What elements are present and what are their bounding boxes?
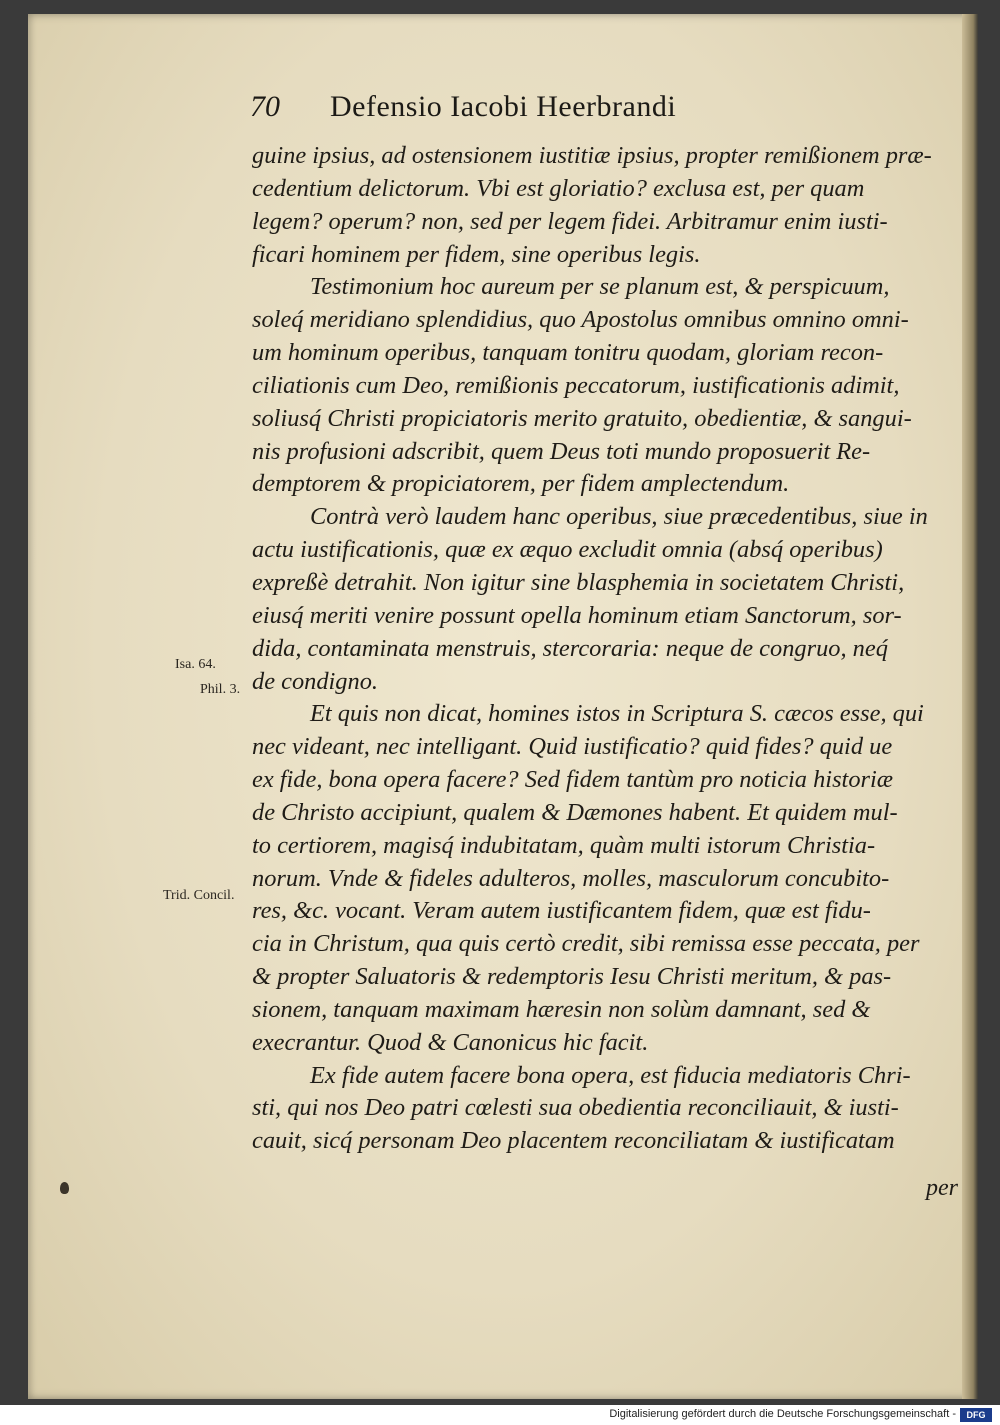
text-line: expreßè detrahit. Non igitur sine blasphemia in societatem Christi,: [252, 568, 905, 596]
dfg-logo-icon: DFG: [960, 1408, 992, 1422]
text-line: ex fide, bona opera facere? Sed fidem tantùm pro noticia historiæ: [252, 766, 894, 794]
text-line: soliusq́ Christi propiciatoris merito gratuito, obedientiæ, & sangui-: [252, 404, 912, 432]
text-line: eiusq́ meriti venire possunt opella hominum etiam Sanctorum, sor-: [252, 601, 902, 629]
text-line: res, &c. vocant. Veram autem iustificantem fidem, quæ est fidu-: [252, 897, 871, 925]
text-line: de Christo accipiunt, qualem & Dæmones habent. Et quidem mul-: [252, 798, 898, 826]
text-line: Et quis non dicat, homines istos in Scriptura S. cæcos esse, qui: [310, 700, 924, 728]
text-line: soleq́ meridiano splendidius, quo Apostolus omnibus omnino omni-: [252, 306, 909, 334]
footer-bar: [0, 1405, 1000, 1425]
text-line: cedentium delictorum. Vbi est gloriatio? exclusa est, per quam: [252, 174, 865, 202]
text-line: execrantur. Quod & Canonicus hic facit.: [252, 1028, 649, 1056]
text-line: ciliationis cum Deo, remißionis peccatorum, iustificationis adimit,: [252, 371, 900, 399]
text-line: dida, contaminata menstruis, stercoraria: neque de congruo, neq́: [252, 634, 888, 662]
text-line: demptorem & propiciatorem, per fidem amplectendum.: [252, 470, 790, 498]
text-line: Testimonium hoc aureum per se planum est, & perspicuum,: [310, 273, 890, 301]
body-text: [252, 140, 972, 1158]
text-line: nec videant, nec intelligant. Quid iustificatio? quid fides? quid ue: [252, 733, 893, 761]
text-line: legem? operum? non, sed per legem fidei. Arbitramur enim iusti-: [252, 207, 888, 235]
catchword: per: [926, 1175, 958, 1201]
text-line: sionem, tanquam maximam hæresin non solùm damnant, sed &: [252, 995, 871, 1023]
text-line: nis profusioni adscribit, quem Deus toti mundo proposuerit Re-: [252, 437, 871, 465]
text-line: ficari hominem per fidem, sine operibus legis.: [252, 240, 701, 268]
footer-credit: Digitalisierung gefördert durch die Deutsche Forschungsgemeinschaft -: [609, 1408, 956, 1420]
text-line: Contrà verò laudem hanc operibus, siue præcedentibus, siue in: [310, 503, 928, 531]
running-title: Defensio Iacobi Heerbrandi: [330, 90, 677, 123]
text-line: um hominum operibus, tanquam tonitru quodam, gloriam recon-: [252, 339, 884, 367]
text-line: norum. Vnde & fideles adulteros, molles, masculorum concubito-: [252, 864, 890, 892]
paper-speck: [60, 1182, 69, 1194]
text-line: guine ipsius, ad ostensionem iustitiæ ipsius, propter remißionem præ-: [252, 142, 932, 169]
margin-note-trident: Trid. Concil.: [163, 888, 235, 903]
text-line: cia in Christum, qua quis certò credit, sibi remissa esse peccata, per: [252, 930, 920, 958]
page-header: [250, 86, 810, 136]
text-line: de condigno.: [252, 667, 378, 695]
text-line: to certiorem, magisq́ indubitatam, quàm multi istorum Christia-: [252, 831, 876, 859]
margin-note-isaiah: Isa. 64.: [175, 657, 216, 672]
text-line: cauit, sicq́ personam Deo placentem reconciliatam & iustificatam: [252, 1127, 895, 1155]
text-line: & propter Saluatoris & redemptoris Iesu Christi meritum, & pas-: [252, 963, 892, 991]
page-number: 70: [250, 90, 280, 123]
text-line: sti, qui nos Deo patri cœlesti sua obedientia reconciliauit, & iusti-: [252, 1094, 899, 1122]
text-line: actu iustificationis, quæ ex æquo excludit omnia (absq́ operibus): [252, 536, 883, 564]
text-line: Ex fide autem facere bona opera, est fiducia mediatoris Chri-: [310, 1061, 911, 1089]
margin-note-philippians: Phil. 3.: [200, 682, 241, 697]
